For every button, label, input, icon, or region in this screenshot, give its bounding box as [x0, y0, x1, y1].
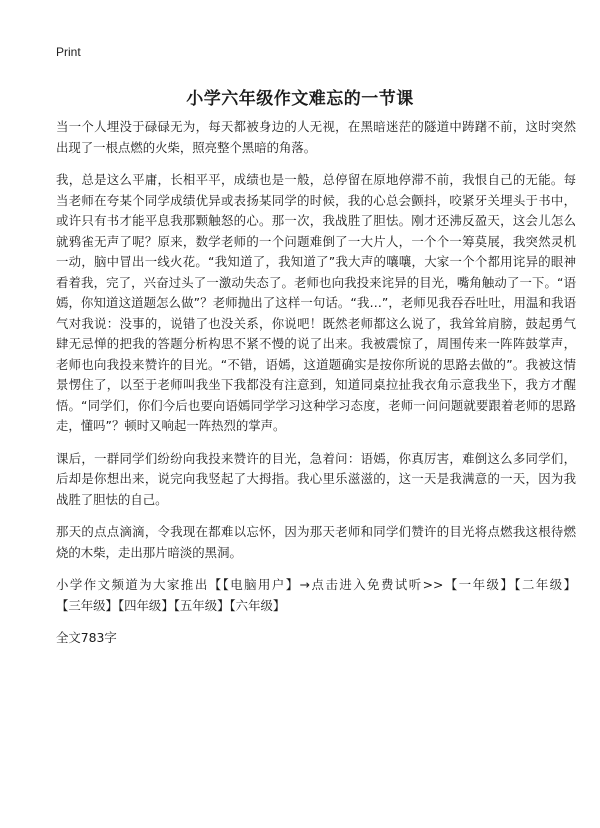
promo-prefix: 小学作文频道为大家推出【 [56, 577, 223, 592]
promo-line [56, 575, 576, 616]
promo-link-grade-4[interactable]: 【四年级】 [117, 597, 174, 613]
word-count: 全文783字 [56, 630, 117, 645]
promo-link-grade-5[interactable]: 【五年级】 [173, 597, 230, 613]
article-title: 小学六年级作文难忘的一节课 [186, 89, 414, 109]
article-paragraph: 课后，一群同学们纷纷向我投来赞许的目光，急着问：语嫣，你真厉害，难倒这么多同学们，后却是你想出来，说完向我竖起了大拇指。我心里乐滋滋的，这一天是我满意的一天，因为我战胜了胆怯的自己。 [56, 450, 576, 507]
promo-link-grade-2[interactable]: 【二年级】 [514, 577, 577, 592]
promo-link-grade-3[interactable]: 【三年级】 [56, 597, 118, 613]
promo-link-grade-1[interactable]: 【一年级】 [443, 577, 515, 592]
promo-link-pc-user[interactable]: 【电脑用户】→点击进入免费试听>> [222, 577, 444, 592]
print-link[interactable]: Print [56, 45, 81, 59]
article-paragraph: 当一个人埋没于碌碌无为，每天都被身边的人无视，在黑暗迷茫的隧道中踌躇不前，这时突然出现了一根点燃的火柴，照亮整个黑暗的角落。 [56, 119, 576, 155]
article-paragraph: 我，总是这么平庸，长相平平，成绩也是一般，总停留在原地停滞不前，我恨自己的无能。每当老师在夸某个同学成绩优异或表扬某同学的时候，我的心总会颤抖，咬紧牙关埋头于书中，或许只有书才能平息我那颗触怒的心。那一次，我战胜了胆怯。刚才还沸反盈天，这会儿怎么就鸦雀无声了呢？原来，数学老师的一个问题难倒了一大片人，一个个一筹莫展，我突然灵机一动，脑中冒出一线火花。“我知道了，我知道了”我大声的嚷嚷，大家一个个都用诧异的眼神看着我，完了，兴奋过头了一激动失态了。老师也向我投来诧异的目光，嘴角触动了一下。“语嫣，你知道这道题怎么做”？老师抛出了这样一句话。“我…”，老师见我吞吞吐吐，用温和我语气对我说：没事的，说错了也没关系，你说吧！既然老师都这么说了，我耸耸肩膀，鼓起勇气肆无忌惮的把我的答题分析构思不紧不慢的说了出来。我被震惊了，周围传来一阵阵鼓掌声，老师也向我投来赞许的目光。“不错，语嫣，这道题确实是按你所说的思路去做的”。我被这情景愣住了，以至于老师叫我坐下我都没有注意到，知道同桌拉扯我衣角示意我坐下，我方才醒悟。“同学们，你们今后也要向语嫣同学学习这种学习态度，老师一问问题就要跟着老师的思路走，懂吗”？顿时又响起一阵热烈的掌声。 [56, 172, 576, 433]
article-paragraph: 那天的点点滴滴，令我现在都难以忘怀，因为那天老师和同学们赞许的目光将点燃我这根待燃烧的木柴，走出那片暗淡的黑洞。 [56, 524, 576, 560]
promo-link-grade-6[interactable]: 【六年级】 [229, 597, 286, 613]
article-body [56, 117, 576, 661]
